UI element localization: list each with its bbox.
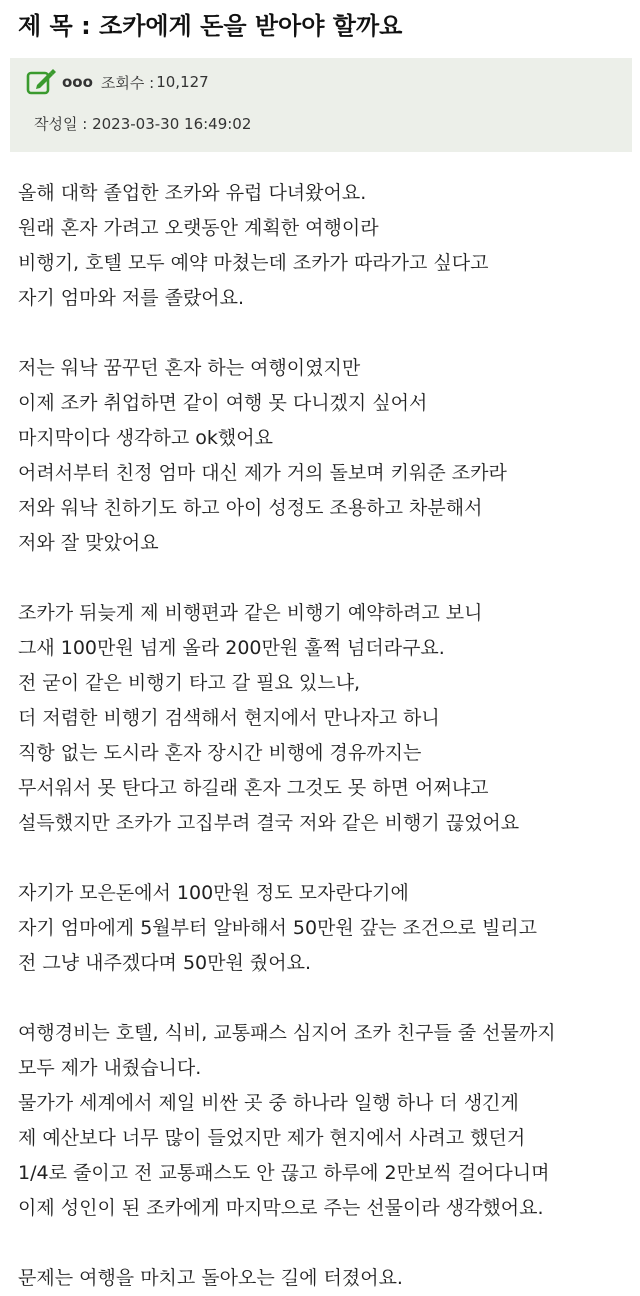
body-blank-line [18,561,630,596]
body-line: 전 굳이 같은 비행기 타고 갈 필요 있느냐, [18,672,360,694]
post-title [18,8,628,44]
title-prefix: 제 목 : [18,12,91,40]
date-row [34,112,251,136]
body-line: 저와 잘 맞았어요 [18,532,159,554]
body-blank-line [18,981,630,1016]
body-line: 이제 성인이 된 조카에게 마지막으로 주는 선물이라 생각했어요. [18,1197,544,1219]
body-line: 더 저렴한 비행기 검색해서 현지에서 만나자고 하니 [18,707,440,729]
post-body [18,176,630,1296]
edit-icon [26,68,56,96]
post-date: 2023-03-30 16:49:02 [92,115,252,133]
author-name[interactable]: ooo [62,73,93,91]
body-blank-line [18,316,630,351]
body-line: 직항 없는 도시라 혼자 장시간 비행에 경유까지는 [18,742,422,764]
body-line: 저는 워낙 꿈꾸던 혼자 하는 여행이였지만 [18,357,361,379]
author-row [26,68,209,96]
body-line: 어려서부터 친정 엄마 대신 제가 거의 돌보며 키워준 조카라 [18,462,507,484]
body-line: 자기 엄마와 저를 졸랐어요. [18,287,245,309]
body-line: 저와 워낙 친하기도 하고 아이 성정도 조용하고 차분해서 [18,497,483,519]
post-meta-box [10,58,632,152]
views-count: 10,127 [156,73,209,91]
body-line: 여행경비는 호텔, 식비, 교통패스 심지어 조카 친구들 줄 선물까지 [18,1022,556,1044]
title-text: 조카에게 돈을 받아야 할까요 [99,12,403,40]
date-label: 작성일 : [34,115,88,133]
views-label: 조회수 : [100,73,155,92]
body-line: 1/4로 줄이고 전 교통패스도 안 끊고 하루에 2만보씩 걸어다니며 [18,1162,550,1184]
body-line: 비행기, 호텔 모두 예약 마쳤는데 조카가 따라가고 싶다고 [18,252,489,274]
body-line: 자기 엄마에게 5월부터 알바해서 50만원 갚는 조건으로 빌리고 [18,917,538,939]
body-line: 물가가 세계에서 제일 비싼 곳 중 하나라 일행 하나 더 생긴게 [18,1092,519,1114]
body-blank-line [18,841,630,876]
body-line: 설득했지만 조카가 고집부려 결국 저와 같은 비행기 끊었어요 [18,812,520,834]
body-line: 제 예산보다 너무 많이 들었지만 제가 현지에서 사려고 했던거 [18,1127,526,1149]
body-line: 마지막이다 생각하고 ok했어요 [18,427,273,449]
body-line: 모두 제가 내줬습니다. [18,1057,202,1079]
body-line: 그새 100만원 넘게 올라 200만원 훌쩍 넘더라구요. [18,637,445,659]
body-line: 조카가 뒤늦게 제 비행편과 같은 비행기 예약하려고 보니 [18,602,483,624]
body-blank-line [18,1226,630,1261]
body-line: 자기가 모은돈에서 100만원 정도 모자란다기에 [18,882,409,904]
body-line: 원래 혼자 가려고 오랫동안 계획한 여행이라 [18,217,379,239]
body-line: 전 그냥 내주겠다며 50만원 줬어요. [18,952,311,974]
body-line: 무서워서 못 탄다고 하길래 혼자 그것도 못 하면 어쩌냐고 [18,777,489,799]
body-line: 이제 조카 취업하면 같이 여행 못 다니겠지 싶어서 [18,392,428,414]
body-line: 올해 대학 졸업한 조카와 유럽 다녀왔어요. [18,182,367,204]
body-line: 문제는 여행을 마치고 돌아오는 길에 터졌어요. [18,1267,403,1289]
